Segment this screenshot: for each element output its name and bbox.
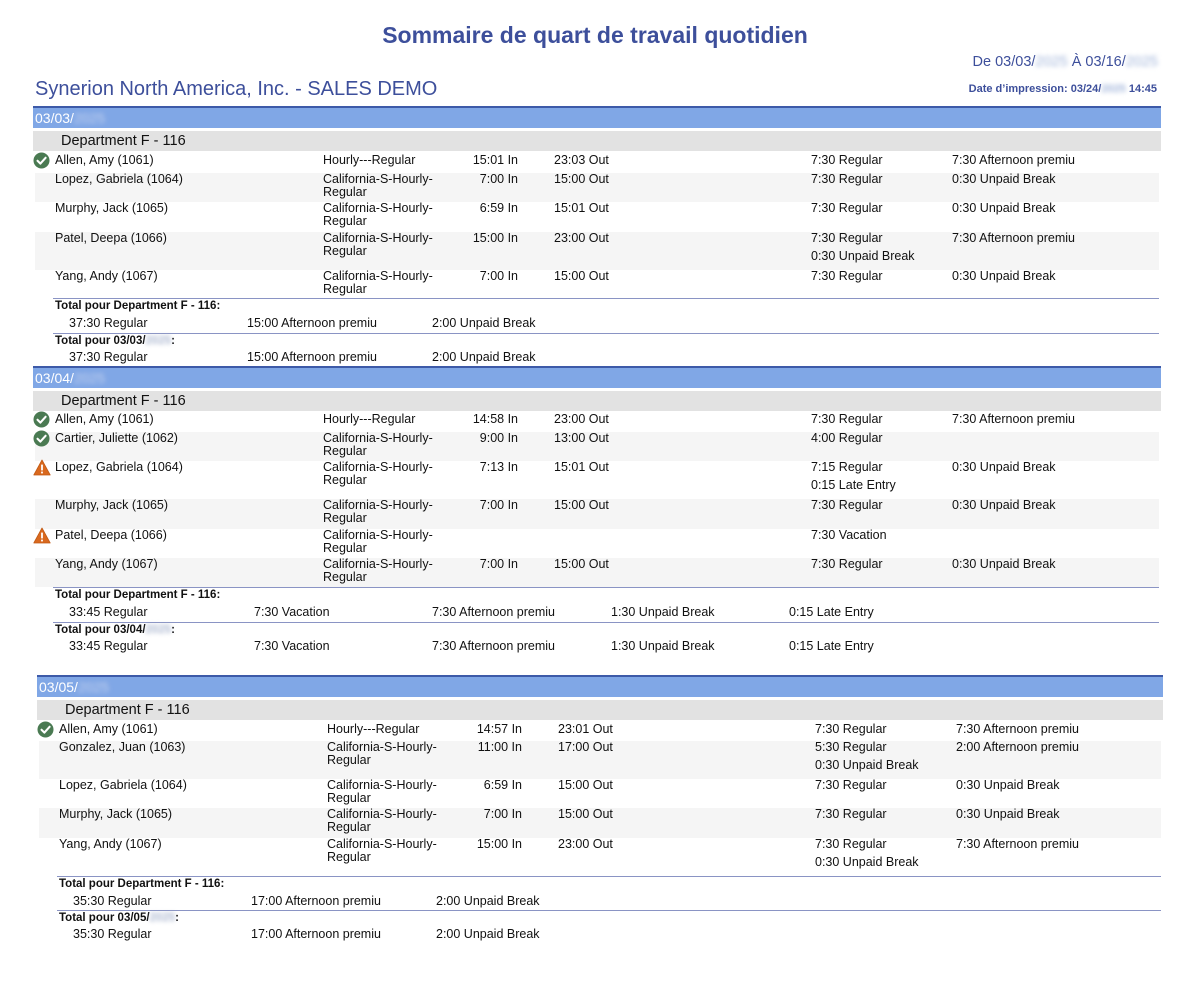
blurred-year: 2025 xyxy=(1125,54,1158,70)
hours-primary: 7:30 Regular xyxy=(815,778,887,792)
punch-in: 11:00 In xyxy=(477,740,522,754)
punch-out: 15:01 Out xyxy=(554,201,609,215)
pay-type: California-S-Hourly-Regular xyxy=(323,201,433,228)
pay-type: California-S-Hourly-Regular xyxy=(323,460,433,487)
pay-type: California-S-Hourly-Regular xyxy=(323,231,433,258)
punch-in: 7:00 In xyxy=(479,557,518,571)
blurred-year: 2025 xyxy=(145,624,172,636)
punch-out: 15:00 Out xyxy=(554,498,609,512)
day-total-label xyxy=(55,624,175,636)
pay-type: California-S-Hourly-Regular xyxy=(327,807,437,834)
colon: : xyxy=(171,335,175,347)
department-header: Department F - 116 xyxy=(37,700,1163,720)
employee-row xyxy=(39,741,1161,779)
employee-row xyxy=(35,529,1159,558)
department-header: Department F - 116 xyxy=(33,131,1161,151)
day-date: 03/04/ xyxy=(35,370,74,386)
total-separator-line xyxy=(57,910,1161,911)
hours-primary: 7:30 Regular xyxy=(811,153,883,167)
department-total-label: Total pour Department F - 116: xyxy=(55,589,221,601)
department-total-value: 1:30 Unpaid Break xyxy=(611,605,715,619)
department-total-value: 15:00 Afternoon premiu xyxy=(247,316,377,330)
day-total-label xyxy=(55,335,175,347)
employee-name: Allen, Amy (1061) xyxy=(55,153,154,167)
employee-row xyxy=(39,779,1161,808)
pay-type: California-S-Hourly-Regular xyxy=(323,528,433,555)
employee-name: Allen, Amy (1061) xyxy=(55,412,154,426)
hours-primary: 7:30 Regular xyxy=(815,807,887,821)
punch-in: 9:00 In xyxy=(479,431,518,445)
hours-secondary: 0:30 Unpaid Break xyxy=(811,249,915,263)
employee-row xyxy=(35,232,1159,270)
employee-row xyxy=(35,558,1159,587)
employee-row xyxy=(35,270,1159,299)
approved-check-icon[interactable] xyxy=(33,430,50,447)
hours-additional: 7:30 Afternoon premiu xyxy=(952,231,1075,245)
employee-name: Lopez, Gabriela (1064) xyxy=(55,460,183,474)
punch-out: 23:00 Out xyxy=(554,231,609,245)
pay-type: California-S-Hourly-Regular xyxy=(323,269,433,296)
blurred-year: 2025 xyxy=(1101,83,1126,95)
total-separator-line xyxy=(53,333,1159,334)
punch-out: 15:00 Out xyxy=(558,778,613,792)
punch-out: 15:00 Out xyxy=(554,172,609,186)
pay-type: California-S-Hourly-Regular xyxy=(323,431,433,458)
approved-check-icon[interactable] xyxy=(37,721,54,738)
date-range-start: De 03/03/ xyxy=(972,54,1036,70)
day-date: 03/03/ xyxy=(35,110,74,126)
employee-name: Yang, Andy (1067) xyxy=(55,269,158,283)
hours-additional: 0:30 Unpaid Break xyxy=(952,201,1056,215)
hours-additional: 7:30 Afternoon premiu xyxy=(952,412,1075,426)
employee-name: Murphy, Jack (1065) xyxy=(55,201,169,215)
department-total-value: 35:30 Regular xyxy=(73,894,152,908)
date-range-end: À 03/16/ xyxy=(1067,54,1126,70)
punch-out: 23:00 Out xyxy=(558,837,613,851)
print-date-label: Date d’impression: 03/24/ xyxy=(968,83,1102,95)
hours-additional: 2:00 Afternoon premiu xyxy=(956,740,1079,754)
pay-type: Hourly---Regular xyxy=(323,153,416,167)
punch-in: 7:00 In xyxy=(479,498,518,512)
hours-primary: 7:30 Regular xyxy=(811,557,883,571)
employee-name: Allen, Amy (1061) xyxy=(59,722,158,736)
department-total-value: 2:00 Unpaid Break xyxy=(432,316,536,330)
hours-primary: 7:30 Regular xyxy=(815,722,887,736)
punch-in: 15:00 In xyxy=(476,837,522,851)
day-total-value: 37:30 Regular xyxy=(69,350,148,364)
hours-secondary: 0:15 Late Entry xyxy=(811,478,896,492)
hours-primary: 7:30 Regular xyxy=(811,412,883,426)
pay-type: California-S-Hourly-Regular xyxy=(323,498,433,525)
department-total-value: 7:30 Afternoon premiu xyxy=(432,605,555,619)
day-total-value: 2:00 Unpaid Break xyxy=(432,350,536,364)
employee-row xyxy=(35,154,1159,173)
punch-out: 15:00 Out xyxy=(554,557,609,571)
punch-out: 15:01 Out xyxy=(554,460,609,474)
pay-type: California-S-Hourly-Regular xyxy=(323,172,433,199)
hours-primary: 5:30 Regular xyxy=(815,740,887,754)
department-total-value: 0:15 Late Entry xyxy=(789,605,874,619)
punch-out: 23:00 Out xyxy=(554,412,609,426)
blurred-year: 2025 xyxy=(77,679,110,695)
department-total-value: 2:00 Unpaid Break xyxy=(436,894,540,908)
employee-name: Lopez, Gabriela (1064) xyxy=(59,778,187,792)
department-header: Department F - 116 xyxy=(33,391,1161,411)
date-range xyxy=(973,54,1158,70)
hours-primary: 7:15 Regular xyxy=(811,460,883,474)
department-total-value: 37:30 Regular xyxy=(69,316,148,330)
pay-type: California-S-Hourly-Regular xyxy=(327,837,437,864)
employee-name: Murphy, Jack (1065) xyxy=(55,498,169,512)
print-time: 14:45 xyxy=(1125,83,1157,95)
employee-row xyxy=(39,723,1161,741)
blurred-year: 2025 xyxy=(145,335,172,347)
punch-in: 14:57 In xyxy=(476,722,522,736)
day-header-bar xyxy=(37,677,1163,697)
warning-icon[interactable] xyxy=(33,527,50,544)
day-total-label xyxy=(59,912,179,924)
approved-check-icon[interactable] xyxy=(33,411,50,428)
hours-additional: 0:30 Unpaid Break xyxy=(952,172,1056,186)
employee-name: Patel, Deepa (1066) xyxy=(55,231,167,245)
pay-type: Hourly---Regular xyxy=(323,412,416,426)
employee-row xyxy=(39,808,1161,838)
hours-primary: 7:30 Vacation xyxy=(811,528,887,542)
total-separator-line xyxy=(53,587,1159,588)
punch-in: 15:01 In xyxy=(472,153,518,167)
employee-name: Gonzalez, Juan (1063) xyxy=(59,740,186,754)
punch-out: 23:03 Out xyxy=(554,153,609,167)
hours-secondary: 0:30 Unpaid Break xyxy=(815,855,919,869)
colon: : xyxy=(171,624,175,636)
total-separator-line xyxy=(57,876,1161,877)
employee-name: Murphy, Jack (1065) xyxy=(59,807,173,821)
employee-row xyxy=(35,461,1159,499)
employee-row xyxy=(35,413,1159,432)
day-total-value: 2:00 Unpaid Break xyxy=(436,927,540,941)
pay-type: California-S-Hourly-Regular xyxy=(327,778,437,805)
hours-additional: 0:30 Unpaid Break xyxy=(952,269,1056,283)
punch-in: 6:59 In xyxy=(483,778,522,792)
day-total-value: 33:45 Regular xyxy=(69,639,148,653)
hours-additional: 7:30 Afternoon premiu xyxy=(956,722,1079,736)
employee-row xyxy=(35,173,1159,202)
employee-name: Patel, Deepa (1066) xyxy=(55,528,167,542)
blurred-year: 2025 xyxy=(1035,54,1068,70)
employee-name: Lopez, Gabriela (1064) xyxy=(55,172,183,186)
day-date: 03/05/ xyxy=(39,679,78,695)
blurred-year: 2025 xyxy=(73,370,106,386)
hours-primary: 7:30 Regular xyxy=(811,498,883,512)
day-header-bar xyxy=(33,368,1161,388)
hours-primary: 7:30 Regular xyxy=(811,201,883,215)
total-separator-line xyxy=(53,622,1159,623)
punch-out: 13:00 Out xyxy=(554,431,609,445)
department-total-label: Total pour Department F - 116: xyxy=(59,878,225,890)
day-total-text: Total pour 03/03/ xyxy=(55,335,146,347)
punch-in: 7:13 In xyxy=(479,460,518,474)
hours-primary: 7:30 Regular xyxy=(811,172,883,186)
hours-additional: 0:30 Unpaid Break xyxy=(952,557,1056,571)
approved-check-icon[interactable] xyxy=(33,152,50,169)
punch-in: 15:00 In xyxy=(472,231,518,245)
department-total-value: 7:30 Vacation xyxy=(254,605,330,619)
employee-row xyxy=(35,499,1159,529)
punch-in: 7:00 In xyxy=(479,172,518,186)
hours-primary: 4:00 Regular xyxy=(811,431,883,445)
hours-additional: 0:30 Unpaid Break xyxy=(952,498,1056,512)
print-date xyxy=(969,83,1157,95)
report-title: Sommaire de quart de travail quotidien xyxy=(382,22,808,48)
day-total-value: 17:00 Afternoon premiu xyxy=(251,927,381,941)
blurred-year: 2025 xyxy=(149,912,176,924)
day-total-text: Total pour 03/04/ xyxy=(55,624,146,636)
punch-in: 7:00 In xyxy=(479,269,518,283)
hours-additional: 0:30 Unpaid Break xyxy=(956,778,1060,792)
day-header-bar xyxy=(33,108,1161,128)
blurred-year: 2025 xyxy=(73,110,106,126)
hours-additional: 7:30 Afternoon premiu xyxy=(956,837,1079,851)
day-total-value: 1:30 Unpaid Break xyxy=(611,639,715,653)
department-total-value: 33:45 Regular xyxy=(69,605,148,619)
hours-additional: 7:30 Afternoon premiu xyxy=(952,153,1075,167)
punch-in: 14:58 In xyxy=(472,412,518,426)
punch-out: 15:00 Out xyxy=(554,269,609,283)
department-total-value: 17:00 Afternoon premiu xyxy=(251,894,381,908)
day-total-value: 7:30 Vacation xyxy=(254,639,330,653)
pay-type: California-S-Hourly-Regular xyxy=(323,557,433,584)
employee-row xyxy=(39,838,1161,876)
punch-out: 23:01 Out xyxy=(558,722,613,736)
employee-name: Cartier, Juliette (1062) xyxy=(55,431,178,445)
employee-row xyxy=(35,432,1159,461)
punch-in: 7:00 In xyxy=(483,807,522,821)
hours-primary: 7:30 Regular xyxy=(811,231,883,245)
day-total-value: 0:15 Late Entry xyxy=(789,639,874,653)
company-name: Synerion North America, Inc. - SALES DEMO xyxy=(35,78,438,100)
pay-type: Hourly---Regular xyxy=(327,722,420,736)
hours-primary: 7:30 Regular xyxy=(815,837,887,851)
colon: : xyxy=(175,912,179,924)
hours-additional: 0:30 Unpaid Break xyxy=(952,460,1056,474)
employee-row xyxy=(35,202,1159,232)
punch-out: 17:00 Out xyxy=(558,740,613,754)
total-separator-line xyxy=(53,298,1159,299)
pay-type: California-S-Hourly-Regular xyxy=(327,740,437,767)
warning-icon[interactable] xyxy=(33,459,50,476)
day-total-value: 15:00 Afternoon premiu xyxy=(247,350,377,364)
day-total-text: Total pour 03/05/ xyxy=(59,912,150,924)
employee-name: Yang, Andy (1067) xyxy=(59,837,162,851)
employee-name: Yang, Andy (1067) xyxy=(55,557,158,571)
day-total-value: 7:30 Afternoon premiu xyxy=(432,639,555,653)
punch-in: 6:59 In xyxy=(479,201,518,215)
hours-primary: 7:30 Regular xyxy=(811,269,883,283)
hours-additional: 0:30 Unpaid Break xyxy=(956,807,1060,821)
department-total-label: Total pour Department F - 116: xyxy=(55,300,221,312)
hours-secondary: 0:30 Unpaid Break xyxy=(815,758,919,772)
day-total-value: 35:30 Regular xyxy=(73,927,152,941)
punch-out: 15:00 Out xyxy=(558,807,613,821)
